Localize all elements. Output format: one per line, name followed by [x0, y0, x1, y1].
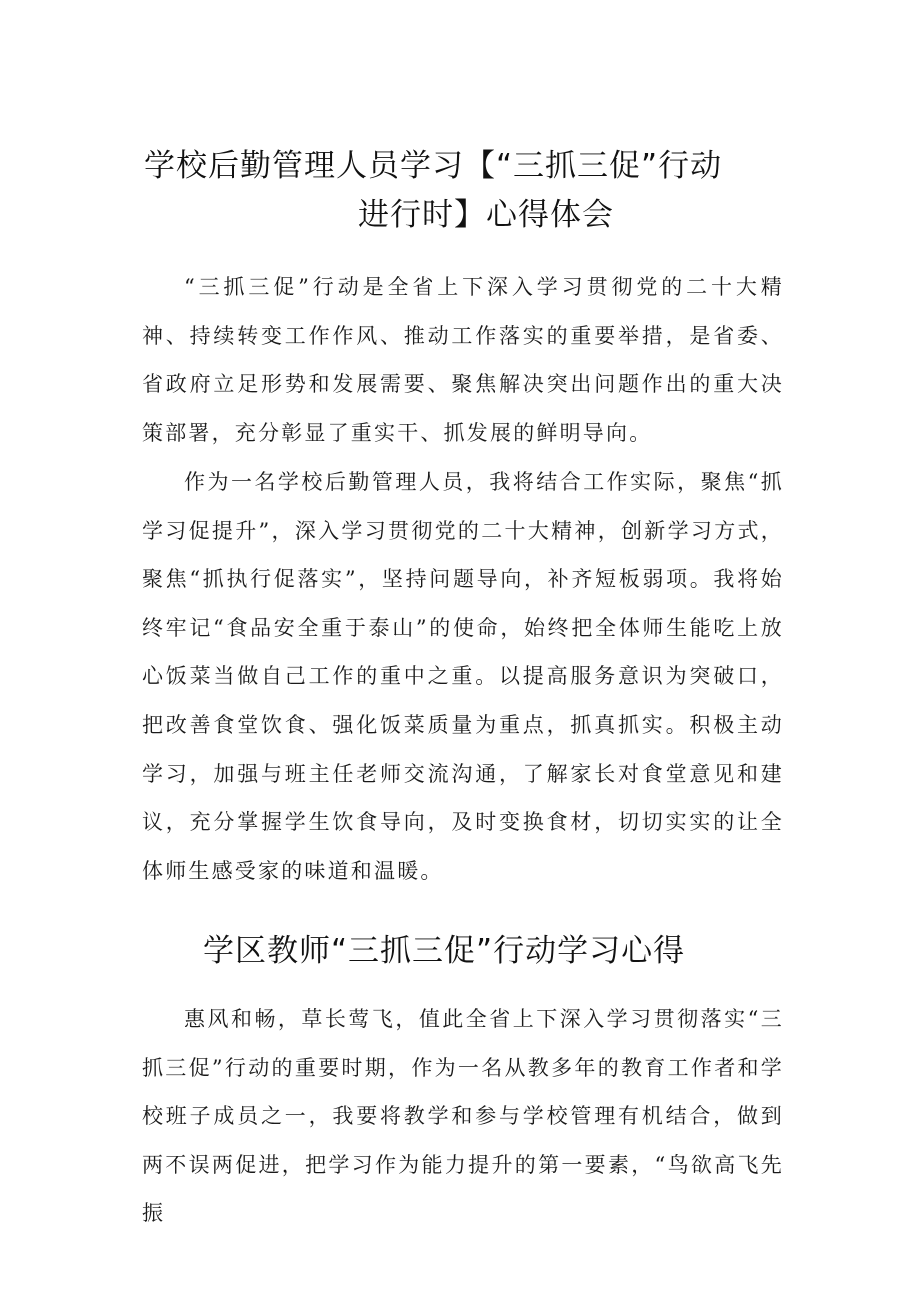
article-1-paragraph-1: “三抓三促”行动是全省上下深入学习贯彻党的二十大精神、持续转变工作作风、推动工作落实的重要举措，是省委、省政府立足形势和发展需要、聚焦解决突出问题作出的重大决策部署，充分彰显了重实干、抓发展的鲜明导向。: [142, 275, 784, 445]
article-1-title-line-2: 进行时】心得体会: [358, 197, 614, 233]
article-2-title: 学区教师“三抓三促”行动学习心得: [203, 933, 686, 969]
article-1-title-line-1: 学校后勤管理人员学习【“三抓三促”行动: [144, 148, 723, 184]
article-1-paragraph-2: 作为一名学校后勤管理人员，我将结合工作实际，聚焦“抓学习促提升”，深入学习贯彻党的二十大精神，创新学习方式，聚焦“抓执行促落实”，坚持问题导向，补齐短板弱项。我将始终牢记“食品安全重于泰山”的使命，始终把全体师生能吃上放心饭菜当做自己工作的重中之重。以提高服务意识为突破口，把改善食堂饮食、强化饭菜质量为重点，抓真抓实。积极主动学习，加强与班主任老师交流沟通，了解家长对食堂意见和建议，充分掌握学生饮食导向，及时变换食材，切切实实的让全体师生感受家的味道和温暖。: [142, 470, 784, 883]
article-2-paragraph-1: 惠风和畅，草长莺飞，值此全省上下深入学习贯彻落实“三抓三促”行动的重要时期，作为一名从教多年的教育工作者和学校班子成员之一，我要将教学和参与学校管理有机结合，做到两不误两促进，把学习作为能力提升的第一要素，“鸟欲高飞先振: [142, 1007, 784, 1226]
